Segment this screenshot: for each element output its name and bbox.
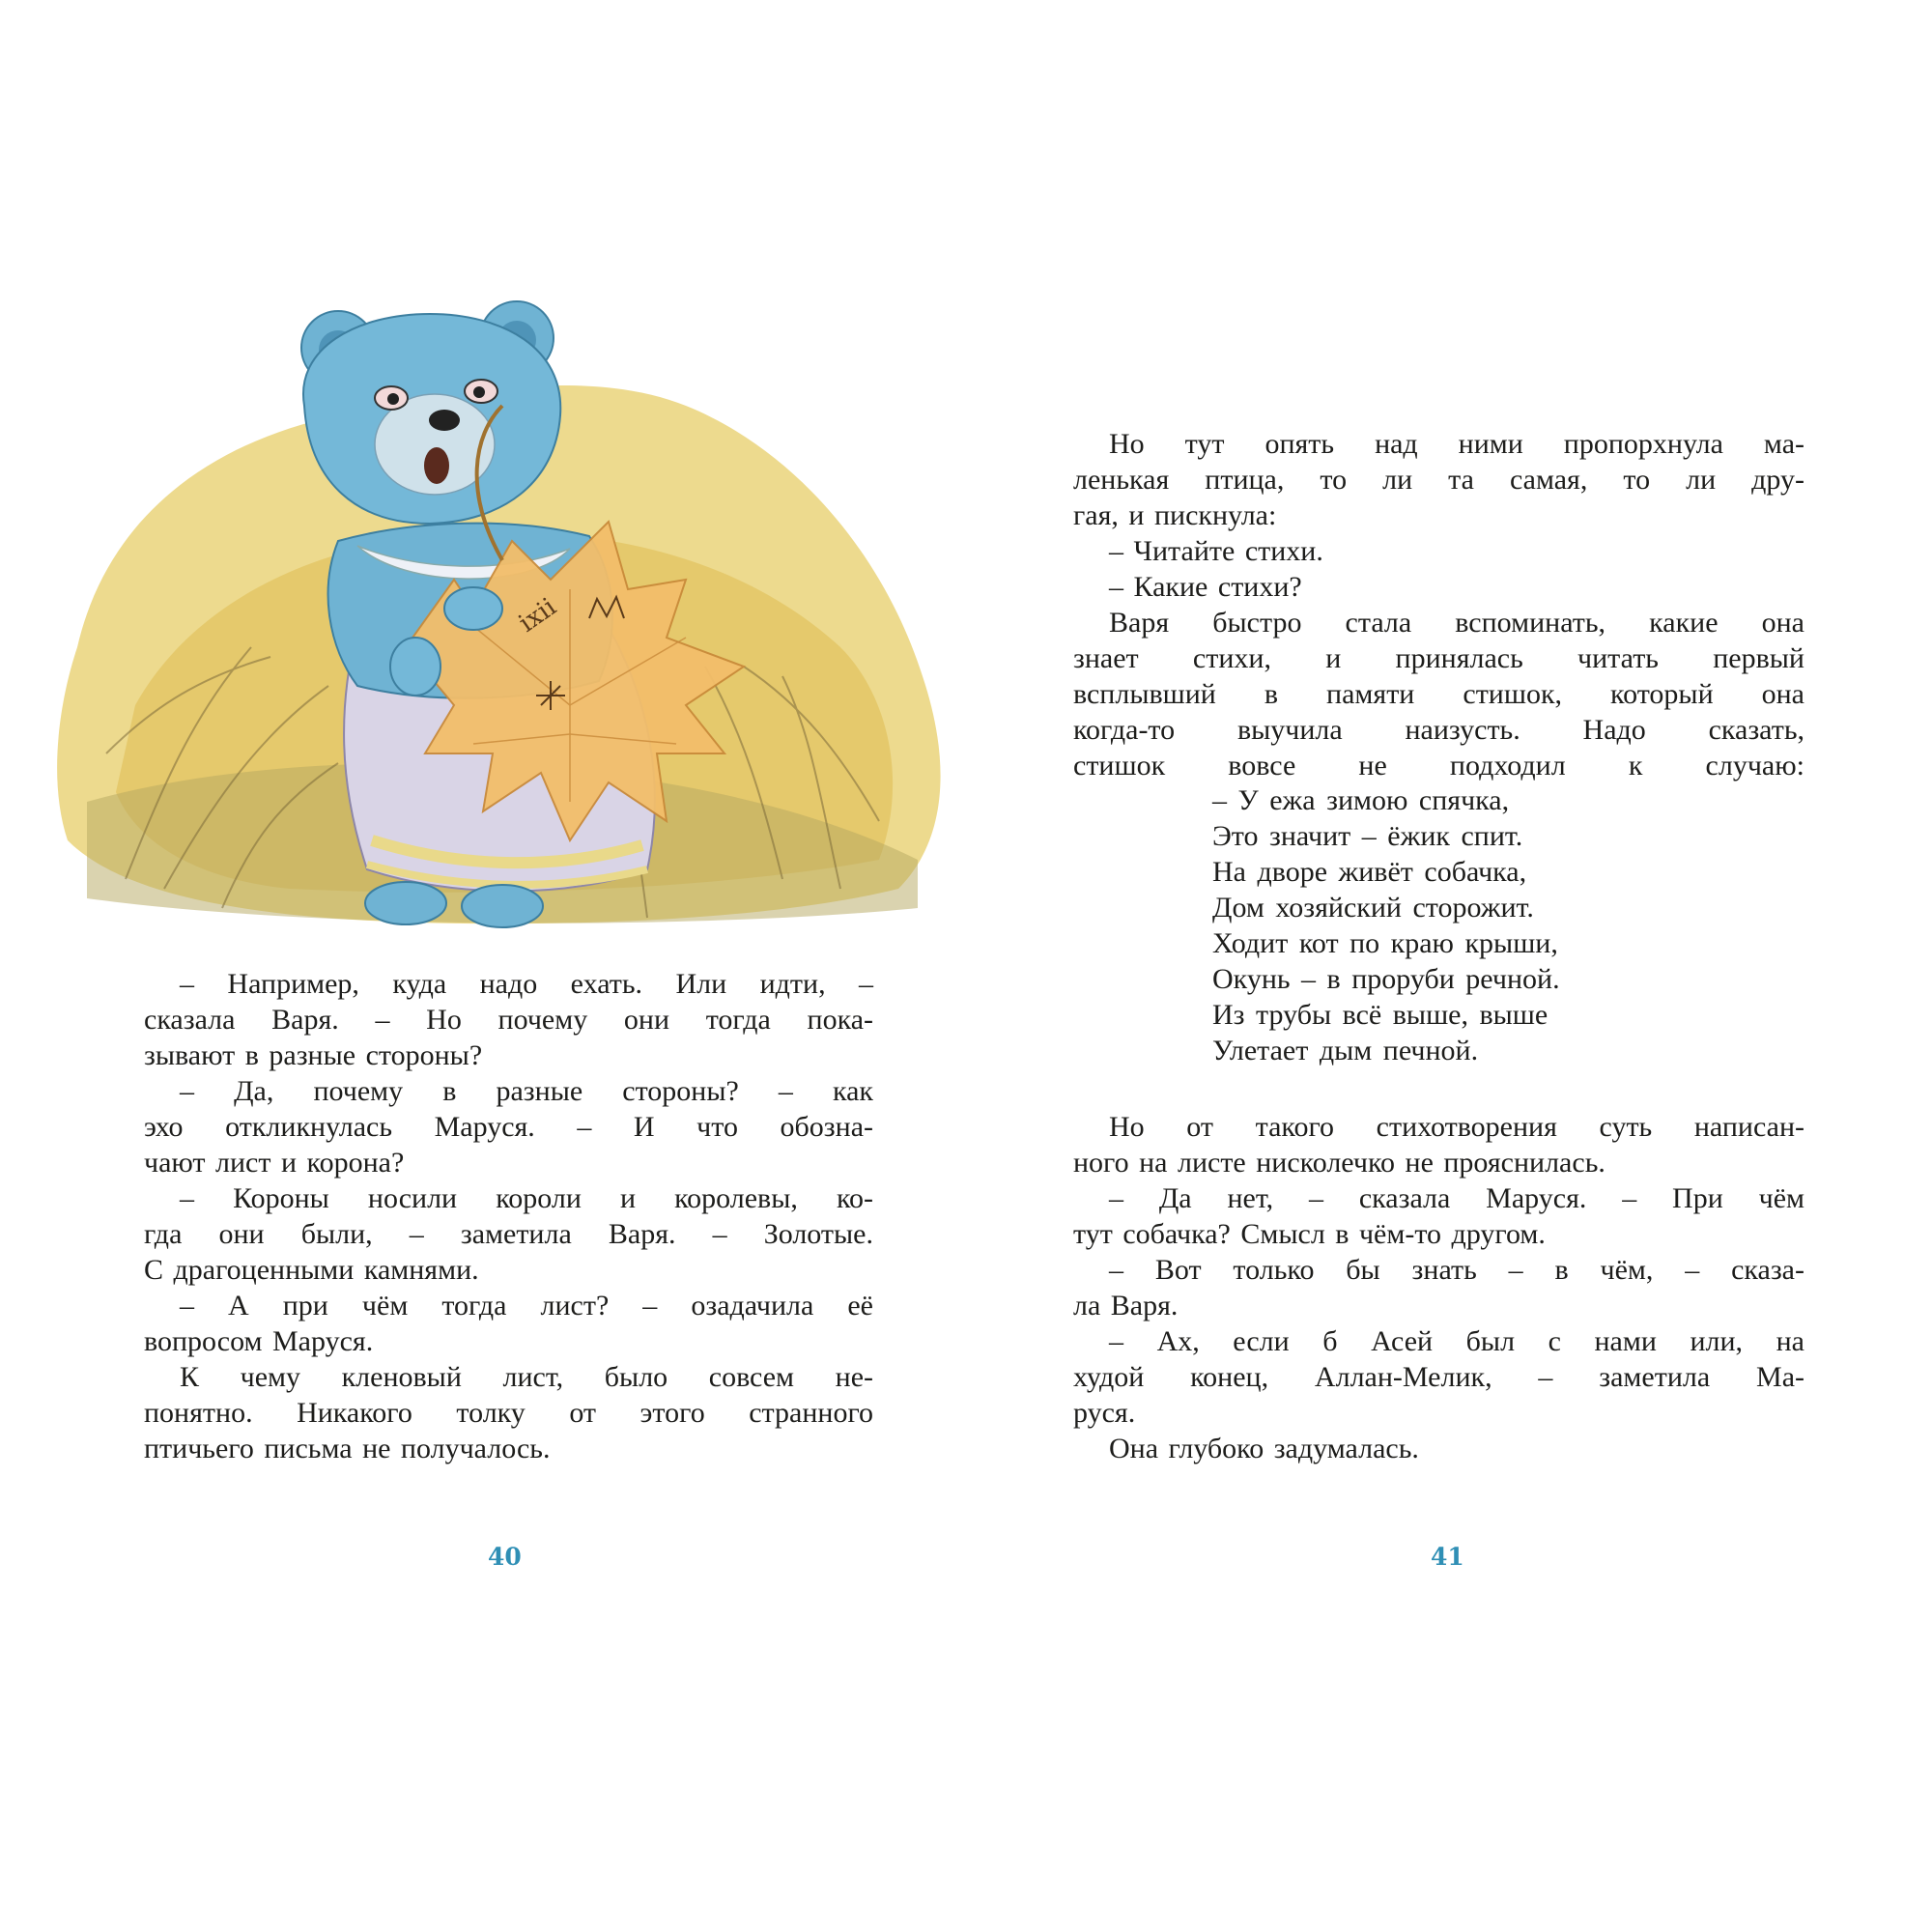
right-page xyxy=(966,0,1932,1932)
bear-foot-right xyxy=(462,885,543,927)
poem-line: Ходит кот по краю крыши, xyxy=(1212,927,1558,959)
text-line: С драгоценными камнями. xyxy=(144,1254,479,1286)
poem-line: Дом хозяйский сторожит. xyxy=(1212,892,1534,923)
leaf-inscription: ixii xyxy=(513,592,562,639)
left-page-text xyxy=(144,966,873,1466)
text-line: – Да нет, – сказала Маруся. – При чём xyxy=(1109,1182,1804,1214)
text-line: – Короны носили короли и королевы, ко- xyxy=(180,1182,873,1214)
text-line: птичьего письма не получалось. xyxy=(144,1433,551,1464)
text-line: худой конец, Аллан-Мелик, – заметила Ма- xyxy=(1073,1361,1804,1393)
poem-line: – У ежа зимою спячка, xyxy=(1212,784,1510,816)
text-line: – Вот только бы знать – в чём, – сказа- xyxy=(1109,1254,1804,1286)
poem-line: Из трубы всё выше, выше xyxy=(1212,999,1548,1031)
poem-line: Это значит – ёжик спит. xyxy=(1212,820,1523,852)
text-line: ла Варя. xyxy=(1073,1290,1179,1321)
text-line: всплывший в памяти стишок, который она xyxy=(1073,678,1804,710)
text-line: тут собачка? Смысл в чём-то другом. xyxy=(1073,1218,1546,1250)
text-line: – Например, куда надо ехать. Или идти, – xyxy=(180,968,873,1000)
text-line: стишок вовсе не подходил к случаю: xyxy=(1073,750,1804,781)
text-line: гда они были, – заметила Варя. – Золотые. xyxy=(144,1218,873,1250)
text-line: зывают в разные стороны? xyxy=(144,1039,483,1071)
text-line: эхо откликнулась Маруся. – И что обозна- xyxy=(144,1111,873,1143)
text-line: – Ах, если б Асей был с нами или, на xyxy=(1109,1325,1804,1357)
text-line: вопросом Маруся. xyxy=(144,1325,374,1357)
text-line: ного на листе нисколечко не прояснилась. xyxy=(1073,1147,1605,1179)
text-line: ленькая птица, то ли та самая, то ли дру- xyxy=(1073,464,1804,496)
text-line: – Читайте стихи. xyxy=(1109,535,1323,567)
text-line: знает стихи, и принялась читать первый xyxy=(1073,642,1804,674)
right-page-text-bottom xyxy=(1073,1109,1804,1466)
text-line: К чему кленовый лист, было совсем не- xyxy=(180,1361,873,1393)
bear-foot-left xyxy=(365,882,446,924)
page-number-right: 41 xyxy=(1431,1543,1464,1571)
text-line: руся. xyxy=(1073,1397,1136,1429)
bear-nose xyxy=(429,410,460,431)
text-line: Но тут опять над ними пропорхнула ма- xyxy=(1109,428,1804,460)
text-line: понятно. Никакого толку от этого странного xyxy=(144,1397,873,1429)
text-line: – Какие стихи? xyxy=(1109,571,1302,603)
right-page-text-top xyxy=(1073,426,1804,783)
text-line: – Да, почему в разные стороны? – как xyxy=(180,1075,873,1107)
text-line: гая, и пискнула: xyxy=(1073,499,1277,531)
poem-line: Окунь – в проруби речной. xyxy=(1212,963,1560,995)
poem-line: На дворе живёт собачка, xyxy=(1212,856,1527,888)
text-line: чают лист и корона? xyxy=(144,1147,405,1179)
text-line: – А при чём тогда лист? – озадачила её xyxy=(180,1290,873,1321)
text-line: сказала Варя. – Но почему они тогда пока- xyxy=(144,1004,873,1036)
poem xyxy=(1212,782,1560,1068)
text-line: Варя быстро стала вспоминать, какие она xyxy=(1109,607,1804,639)
bear-mouth xyxy=(424,447,449,484)
text-line: Но от такого стихотворения суть написан- xyxy=(1109,1111,1804,1143)
poem-line: Улетает дым печной. xyxy=(1212,1035,1479,1066)
bear-illustration xyxy=(48,299,966,937)
text-line: Она глубоко задумалась. xyxy=(1109,1433,1419,1464)
page-number-left: 40 xyxy=(488,1543,522,1571)
text-line: когда-то выучила наизусть. Надо сказать, xyxy=(1073,714,1804,746)
